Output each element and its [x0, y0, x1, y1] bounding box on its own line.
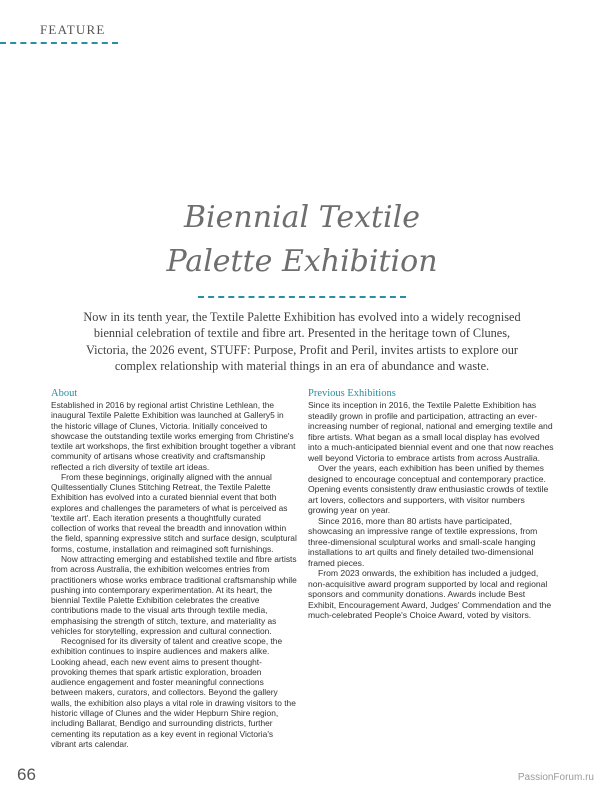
about-heading: About: [51, 388, 78, 399]
previous-paragraph-3: Since 2016, more than 80 artists have participated, showcasing an impressive range of textile expressions, from three-dimensional sculptural works and small-scale hanging installations to art quilts and finely detailed two-dimensional framed pieces.: [308, 515, 538, 568]
article-title: [140, 196, 464, 284]
about-paragraph-2: From these beginnings, originally aligned with the annual Quiltessentially Clunes Stitching Retreat, the Textile Palette Exhibition has evolved into a curated biennial event that both explores and challenges the parameters of what is perceived as 'textile art'. Each iteration presents a thoughtfully curated collection of works that reveal the breadth and innovation within the field, spanning expressive stitch and surface design, sculptural forms, costume, installation and reimagined soft furnishings.: [51, 471, 297, 554]
intro-paragraph: Now in its tenth year, the Textile Palette Exhibition has evolved into a widely recognised biennial celebration of textile and fibre art. Presented in the heritage town of Clunes, Victoria, the 2026 event, STUFF: Purpose, Profit and Peril, invites artists to explore our complex relationship with material things in an era of abundance and waste.: [83, 310, 521, 374]
header-dashed-rule: [0, 42, 118, 44]
right-column: [308, 388, 554, 621]
previous-paragraph-4: From 2023 onwards, the exhibition has included a judged, non-acquisitive award program supported by local and regional sponsors and community donations. Awards include Best Exhibit, Encouragement Award, Judges' Commendation and the much-celebrated People's Choice Award, voted by visitors.: [308, 568, 552, 620]
section-label: FEATURE: [40, 22, 106, 37]
about-paragraph-3: Now attracting emerging and established textile and fibre artists from across Australia, the exhibition welcomes entries from practitioners whose works embrace traditional craftsmanship while pushing into contemporary experimentation. At its heart, the biennial Textile Palette Exhibition celebrates the creative contributions made to the visual arts through textile media, emphasising the strength of stitch, texture, and materiality as vehicles for storytelling, expression and cultural connection.: [51, 553, 297, 636]
previous-paragraph-2: Over the years, each exhibition has been unified by themes designed to encourage conceptual and contemporary practice. Opening events consistently draw enthusiastic crowds of textile art lovers, collectors and supporters, with visitor numbers growing year on year.: [308, 463, 549, 515]
article-title-line-2: Palette Exhibition: [166, 244, 438, 279]
left-column: [51, 388, 297, 749]
previous-exhibitions-heading: Previous Exhibitions: [308, 388, 396, 399]
about-paragraph-4: Recognised for its diversity of talent and creative scope, the exhibition continues to inspire audiences and makers alike. Looking ahead, each new event aims to present thought-provoking themes that spark artistic exploration, broaden audience engagement and foster meaningful connections between makers, curators, and collectors. Beyond the gallery walls, the exhibition also plays a vital role in drawing visitors to the historic village of Clunes and the wider Hepburn Shire region, including Ballarat, Bendigo and surrounding districts, further cementing its reputation as a key event in regional Victoria's vibrant arts calendar.: [51, 636, 296, 749]
previous-paragraph-1: Since its inception in 2016, the Textile Palette Exhibition has steadily grown in profile and participation, attracting an ever-increasing number of regional, national and emerging textile and fibre artists. What began as a small local display has evolved into a much-anticipated biennial event and one that now reaches well beyond Victoria to embrace artists from across Australia.: [308, 400, 554, 463]
article-title-line-1: Biennial Textile: [183, 200, 420, 235]
about-paragraph-1: Established in 2016 by regional artist Christine Lethlean, the inaugural Textile Palette Exhibition was launched at Gallery5 in the historic village of Clunes, Victoria. Initially conceived to showcase the outstanding textile works emerging from Christine's textile art workshops, the first exhibition brought together a vibrant community of artisans whose creativity and craftsmanship reflected a rich diversity of textile art ideas.: [51, 400, 296, 472]
page-number: 66: [17, 765, 36, 784]
title-dashed-rule: [198, 296, 406, 298]
watermark: PassionForum.ru: [517, 772, 594, 783]
